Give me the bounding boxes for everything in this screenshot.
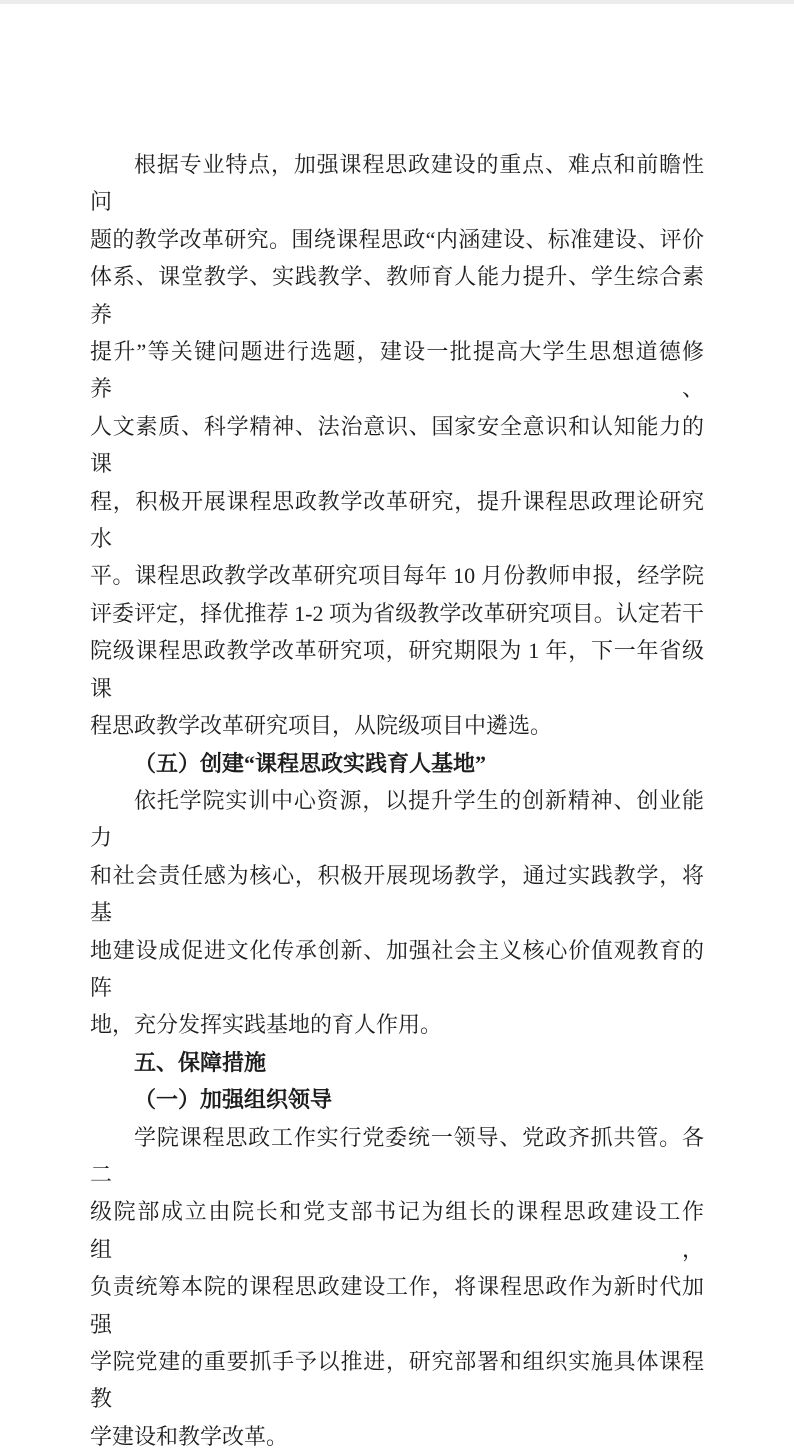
heading-safeguard-measures: 五、保障措施: [134, 1049, 267, 1075]
text-line: 负责统筹本院的课程思政建设工作，将课程思政作为新时代加强: [90, 1274, 704, 1337]
text-line: 地，充分发挥实践基地的育人作用。: [90, 1012, 443, 1038]
text-line: 人文素质、科学精神、法治意识、国家安全意识和认知能力的课: [90, 413, 704, 477]
paragraph-research-topics: [90, 146, 704, 745]
paragraph-practice-base: [90, 782, 704, 1044]
text-line: 平。课程思政教学改革研究项目每年 10 月份教师申报，经学院: [90, 563, 704, 589]
text-line: 院级课程思政教学改革研究项，研究期限为 1 年，下一年省级课: [90, 638, 704, 701]
text-line: 和社会责任感为核心，积极开展现场教学，通过实践教学，将基: [90, 862, 704, 926]
text-line: 体系、课堂教学、实践教学、教师育人能力提升、学生综合素养: [90, 264, 704, 327]
text-line: 程思政教学改革研究项目，从院级项目中遴选。: [90, 713, 553, 739]
text-line: 学院党建的重要抓手予以推进，研究部署和组织实施具体课程教: [90, 1349, 704, 1412]
text-line: 学建设和教学改革。: [90, 1423, 289, 1449]
heading-organizational-leadership: （一）加强组织领导: [134, 1087, 333, 1113]
paragraph-organizational-leadership: [90, 1119, 704, 1455]
text-line: 评委评定，择优推荐 1-2 项为省级教学改革研究项目。认定若干: [90, 600, 705, 626]
page-top-edge: [0, 0, 794, 4]
text-line: 地建设成促进文化传承创新、加强社会主义核心价值观教育的阵: [90, 937, 704, 1000]
text-line: 学院课程思政工作实行党委统一领导、党政齐抓共管。各二: [90, 1124, 704, 1187]
text-line: 级院部成立由院长和党支部书记为组长的课程思政建设工作组，: [90, 1199, 704, 1262]
document-body: [90, 146, 704, 1455]
heading-practice-base: （五）创建“课程思政实践育人基地”: [134, 750, 487, 776]
text-line: 程，积极开展课程思政教学改革研究，提升课程思政理论研究水: [90, 488, 704, 552]
text-line: 提升”等关键问题进行选题，建设一批提高大学生思想道德修养、: [90, 339, 704, 402]
text-line: 根据专业特点，加强课程思政建设的重点、难点和前瞻性问: [90, 152, 704, 215]
text-line: 题的教学改革研究。围绕课程思政“内涵建设、标准建设、评价: [90, 226, 704, 252]
text-line: 依托学院实训中心资源，以提升学生的创新精神、创业能力: [90, 787, 704, 851]
